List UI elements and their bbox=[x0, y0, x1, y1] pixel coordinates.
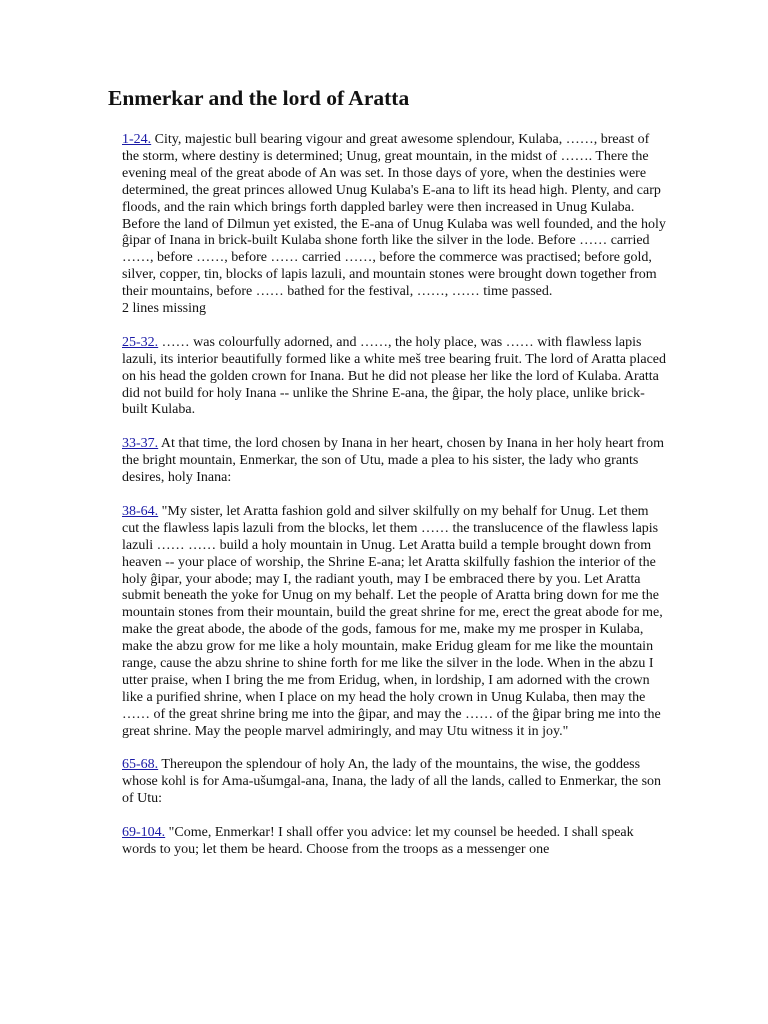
line-ref-link[interactable]: 69-104. bbox=[122, 825, 166, 841]
paragraph-25-32 bbox=[122, 335, 668, 420]
paragraph-65-68 bbox=[122, 757, 668, 808]
paragraph-1-24 bbox=[122, 132, 668, 318]
missing-lines-note: 2 lines missing bbox=[122, 301, 207, 317]
line-ref-link[interactable]: 33-37. bbox=[122, 436, 159, 452]
paragraph-text: "My sister, let Aratta fashion gold and silver skilfully on my behalf for Unug. Let them cut the flawless lapis lazuli from the blocks, let them …… the translucence of the flawless lapis lazuli …… …… build a holy mountain in Unug. Let Aratta build a temple brought down from heaven -- your place of worship, the Shrine E-ana; let Aratta skilfully fashion the interior of the holy ĝipar, your abode; may I, the radiant youth, may I be embraced there by you. Let Aratta submit beneath the yoke for Unug on my behalf. Let the people of Aratta bring down for me the mountain stones from their mountain, build the great shrine for me, erect the great abode for me, make the great abode, the abode of the gods, famous for me, make my me prosper in Kulaba, make the abzu grow for me like a holy mountain, make Eridug gleam for me like the mountain range, cause the abzu shrine to shine forth for me like the silver in the lode. When in the abzu I utter praise, when I bring the me from Eridug, when, in lordship, I am adorned with the crown like a purified shrine, when I place on my head the holy crown in Unug Kulaba, then may the …… of the great shrine bring me into the ĝipar, and may the …… of the ĝipar bring me into the great shrine. May the people marvel admiringly, and may Utu witness it in joy." bbox=[122, 503, 663, 739]
paragraph-33-37 bbox=[122, 436, 668, 487]
document-page bbox=[108, 84, 668, 859]
paragraph-text: City, majestic bull bearing vigour and great awesome splendour, Kulaba, ……, breast of the storm, where destiny is determined; Unug, great mountain, in the midst of ……. There the evening meal of the great abode of An was set. In those days of yore, when the destinies were determined, the great princes allowed Unug Kulaba's E-ana to lift its head high. Plenty, and carp floods, and the rain which brings forth dappled barley were then increased in Unug Kulaba. Before the land of Dilmun yet existed, the E-ana of Unug Kulaba was well founded, and the holy ĝipar of Inana in brick-built Kulaba shone forth like the silver in the lode. Before …… carried ……, before ……, before …… carried ……, before the commerce was practised; before gold, silver, copper, tin, blocks of lapis lazuli, and mountain stones were brought down together from their mountains, before …… bathed for the festival, ……, …… time passed. bbox=[122, 132, 666, 300]
paragraph-69-104 bbox=[122, 825, 668, 859]
paragraph-text: …… was colourfully adorned, and ……, the holy place, was …… with flawless lapis lazuli, its interior beautifully formed like a white meš tree bearing fruit. The lord of Aratta placed on his head the golden crown for Inana. But he did not please her like the lord of Kulaba. Aratta did not build for holy Inana -- unlike the Shrine E-ana, the ĝipar, the holy place, unlike brick-built Kulaba. bbox=[122, 334, 666, 418]
paragraph-38-64 bbox=[122, 504, 668, 741]
paragraph-text: "Come, Enmerkar! I shall offer you advice: let my counsel be heeded. I shall speak words to you; let them be heard. Choose from the troops as a messenger one bbox=[122, 825, 634, 857]
paragraph-text: At that time, the lord chosen by Inana in her heart, chosen by Inana in her holy heart from the bright mountain, Enmerkar, the son of Utu, made a plea to his sister, the lady who grants desires, holy Inana: bbox=[122, 436, 664, 486]
line-ref-link[interactable]: 38-64. bbox=[122, 503, 159, 519]
paragraph-text: Thereupon the splendour of holy An, the lady of the mountains, the wise, the goddess whose kohl is for Ama-ušumgal-ana, Inana, the lady of all the lands, called to Enmerkar, the son of Utu: bbox=[122, 757, 662, 807]
line-ref-link[interactable]: 65-68. bbox=[122, 757, 159, 773]
document-title: Enmerkar and the lord of Aratta bbox=[108, 86, 410, 110]
line-ref-link[interactable]: 1-24. bbox=[122, 132, 152, 147]
line-ref-link[interactable]: 25-32. bbox=[122, 334, 159, 350]
